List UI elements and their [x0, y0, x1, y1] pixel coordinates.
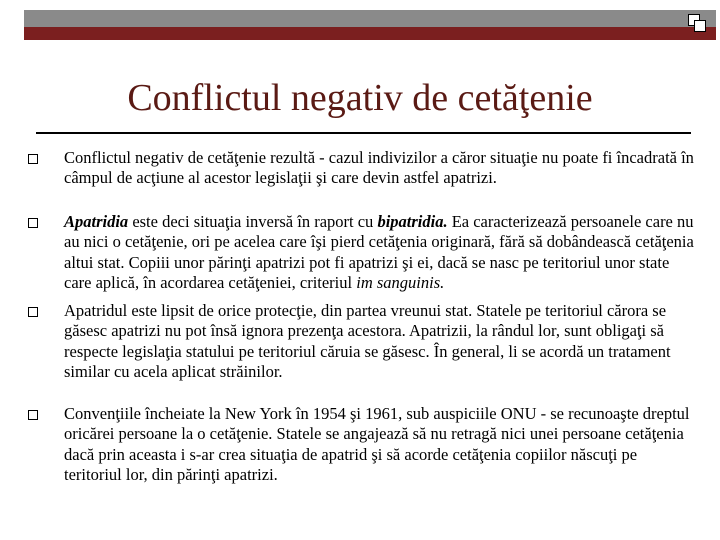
term-apatridia: Apatridia — [64, 212, 129, 231]
bullet-text: Ea caracterizează persoanele care nu au nici o cetăţenie, ori pe acelea care îşi pierd cetăţenia originară, fără să dobândească cetăţenia altui stat. Copiii unor părinţi apatrizi pot fi apatrizi şi ei, dacă se nasc pe teritoriul unor state care aplică, în acordarea cetăţeniei, criteriul — [64, 212, 694, 293]
bullet-item — [28, 301, 698, 404]
square-bullet-icon — [28, 307, 38, 317]
title-divider — [36, 132, 691, 134]
bullet-text: Conflictul negativ de cetăţenie rezultă - cazul indivizilor a căror situaţie nu poate fi încadrată în câmpul de acţiune al acestor legislaţii şi care devin astfel apatrizi. — [64, 148, 694, 188]
bullet-text: este deci situaţia inversă în raport cu — [128, 212, 378, 231]
header-bar — [24, 10, 716, 40]
bullet-item — [28, 404, 698, 504]
term-im-sanguinis: im sanguinis. — [356, 273, 445, 293]
bullet-item — [28, 148, 698, 212]
header-decoration — [688, 14, 706, 38]
square-bullet-icon — [28, 218, 38, 228]
bullet-text: Apatridul este lipsit de orice protecţie, din partea vreunui stat. Statele pe teritoriul cărora se găsesc apatrizi nu pot însă ignora prezenţa acestora. Apatrizii, la rândul lor, sunt obligaţi să respecte legislaţia statului pe teritoriul căruia se găsesc. În general, li se acordă un tratament similar cu acela aplicat străinilor. — [64, 301, 671, 382]
bullet-text: Convenţiile încheiate la New York în 1954 şi 1961, sub auspiciile ONU - se recunoaşte dreptul oricărei persoane la o cetăţenie. Statele se angajează să nu retragă nici unei persoane cetăţenia dacă prin aceasta i s-ar crea situaţia de apatrid şi să acorde cetăţenia copiilor născuţi pe teritoriul lor, din părinţi apatrizi. — [64, 404, 690, 485]
header-bar-accent — [24, 27, 716, 40]
square-bullet-icon — [28, 154, 38, 164]
bullet-item — [28, 212, 698, 301]
bullet-list — [28, 148, 698, 504]
square-bullet-icon — [28, 410, 38, 420]
term-bipatridia: bipatridia. — [377, 212, 448, 231]
square-icon — [694, 20, 706, 32]
slide-title: Conflictul negativ de cetăţenie — [127, 77, 593, 119]
